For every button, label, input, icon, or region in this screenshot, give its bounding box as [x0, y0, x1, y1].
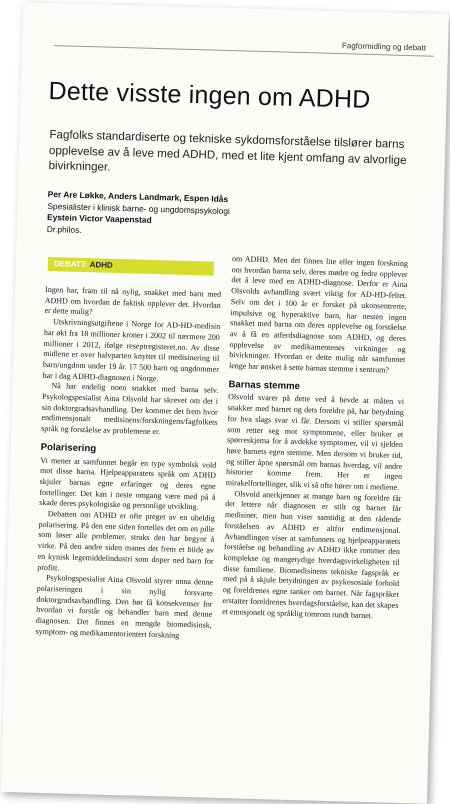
right-column — [222, 254, 408, 622]
author-block — [47, 189, 408, 245]
paragraph: Utskrivningsutgiftene i Norge for AD-HD-medisin har økt fra 18 millioner kroner i 2002 til nærmere 200 millioner i 2012, ifølge reseptregisteret.no. Av disse midlene er over halvparten knyttet til medisinering til barn/ungdom under 19 år. 17 500 barn og ungdommer har i dag ADHD-diagnosen i Norge. — [42, 317, 221, 383]
paragraph: Nå har endelig noen snakket med barna selv. Psykologspesialist Aina Olsvold har skrevet om det i sin doktorgradsavhandling. Der kommer det frem hvor endimensjonalt medisinens/forskningens/fagfolkets språk og forståelse av problemene er. — [41, 381, 219, 437]
paragraph: om ADHD. Men det finnes lite eller ingen forskning om hvordan barna selv, deres mødre og fedre opplever det å leve med en ADHD-diagnose. Derfor er Aina Olsvolds avhandling svært viktig for AD-HD-feltet. Selv om det i 100 år er forsket på ukonsentrerte, impulsive og hyperaktive barn, har nesten ingen snakket med barna om deres opplevelse og forståelse av å få en atferdsdiagnose som ADHD, og deres opplevelse av medikamentenes virkninger og bivirkninger. Hvordan er dette mulig når samfunnet lenge har ønsket å sette barnas stemme i sentrum? — [228, 254, 409, 375]
paragraph: Olsvold svarer på dette ved å hevde at måten vi snakker med barnet og dets foreldre på, har betydning for hva slags svar vi får. Dersom vi stiller spørsmål som retter seg mot symptomene, eller bruker et spørreskjema for å avdekke symptomer, vil vi sjelden høre barnets egen stemme. Men dersom vi bruker tid, og stiller åpne spørsmål om barnas hverdag, vil andre historier komme frem. Her er ingen mirakelfortellinger, slik vi så ofte hører om i mediene. — [225, 392, 405, 492]
subheading-barnas-stemme: Barnas stemme — [228, 378, 301, 392]
paragraph: Olsvold anerkjenner at mange barn og foreldre får det lettere når diagnosen er stilt og barnet får medisiner, men hun viser samtidig at den rådende forståelsen av ADHD er altfor endimensjonal. Avhandlingen viser at samfunnets og hjelpeapparatets forståelse og behandling av ADHD ikke rommer den komplekse og mangetydige hverdagsvirkeligheten til disse familiene. Biomedisinens tekniske fagspråk er med på å skjule betydningen av psykososiale forhold og foreldrenes egne tanker om barnet. Når fagspråket erstatter foreldrenes hverdagsforståelse, kan det skapes et emosjonelt og språklig tomrom rundt barnet. — [222, 489, 402, 620]
debatt-banner — [48, 257, 214, 276]
author-role-1: Spesialister i klinisk barne- og ungdomspsykologi — [47, 200, 230, 216]
subheading-polarisering: Polarisering — [40, 441, 97, 455]
magazine-page — [1, 2, 449, 804]
article-lead: Fagfolks standardiserte og tekniske sykdomsforståelse tilslører barns opplevelse av å leve med ADHD, med et lite kjent omfang av alvorlige bivirkninger. — [48, 127, 407, 174]
author-names-1: Per Are Løkke, Anders Landmark, Espen Idås — [47, 188, 229, 205]
paragraph: Vi mener at samfunnet begår en type symbolsk vold mot disse barna. Hjelpeapparatets språk om ADHD skjuler barnas egne erfaringer og deres egne fortellinger. Det kan i neste omgang være med på å skade deres psykologiske og personlige utvikling. — [39, 455, 217, 512]
author-role-2: Dr.philos. — [46, 223, 82, 235]
debatt-label: DEBATT: — [53, 259, 88, 270]
article-title: Dette visste ingen om ADHD — [48, 76, 371, 114]
debatt-topic: ADHD — [89, 260, 113, 270]
paragraph: Psykologspesialist Aina Olsvold styrer unna denne polariseringen i sin nylig forsvarte doktorgradsavhandling. Den bør få konsekvenser for hvordan vi forstår og behandler barn med denne diagnosen. Det finnes en mengde biomedisinsk, symptom- og medikamentorientert forskning — [35, 573, 214, 640]
section-tag: Fagformidling og debatt — [341, 41, 427, 53]
author-names-2: Eystein Victor Vaapenstad — [46, 211, 152, 225]
paragraph: Debatten om ADHD er ofte preget av en uheldig polarisering. På den ene siden fortelles det om en pille som løser alle problemer, straks den har begynt å virke. På den andre siden manes det frem et bilde av en kynisk legemiddelindustri som doper ned barn for profitt. — [37, 509, 215, 573]
paragraph: Ingen har, fram til nå nylig, snakket med barn med ADHD om hvordan de faktisk opplever det. Hvordan er dette mulig? — [44, 284, 222, 317]
left-column — [35, 285, 221, 642]
